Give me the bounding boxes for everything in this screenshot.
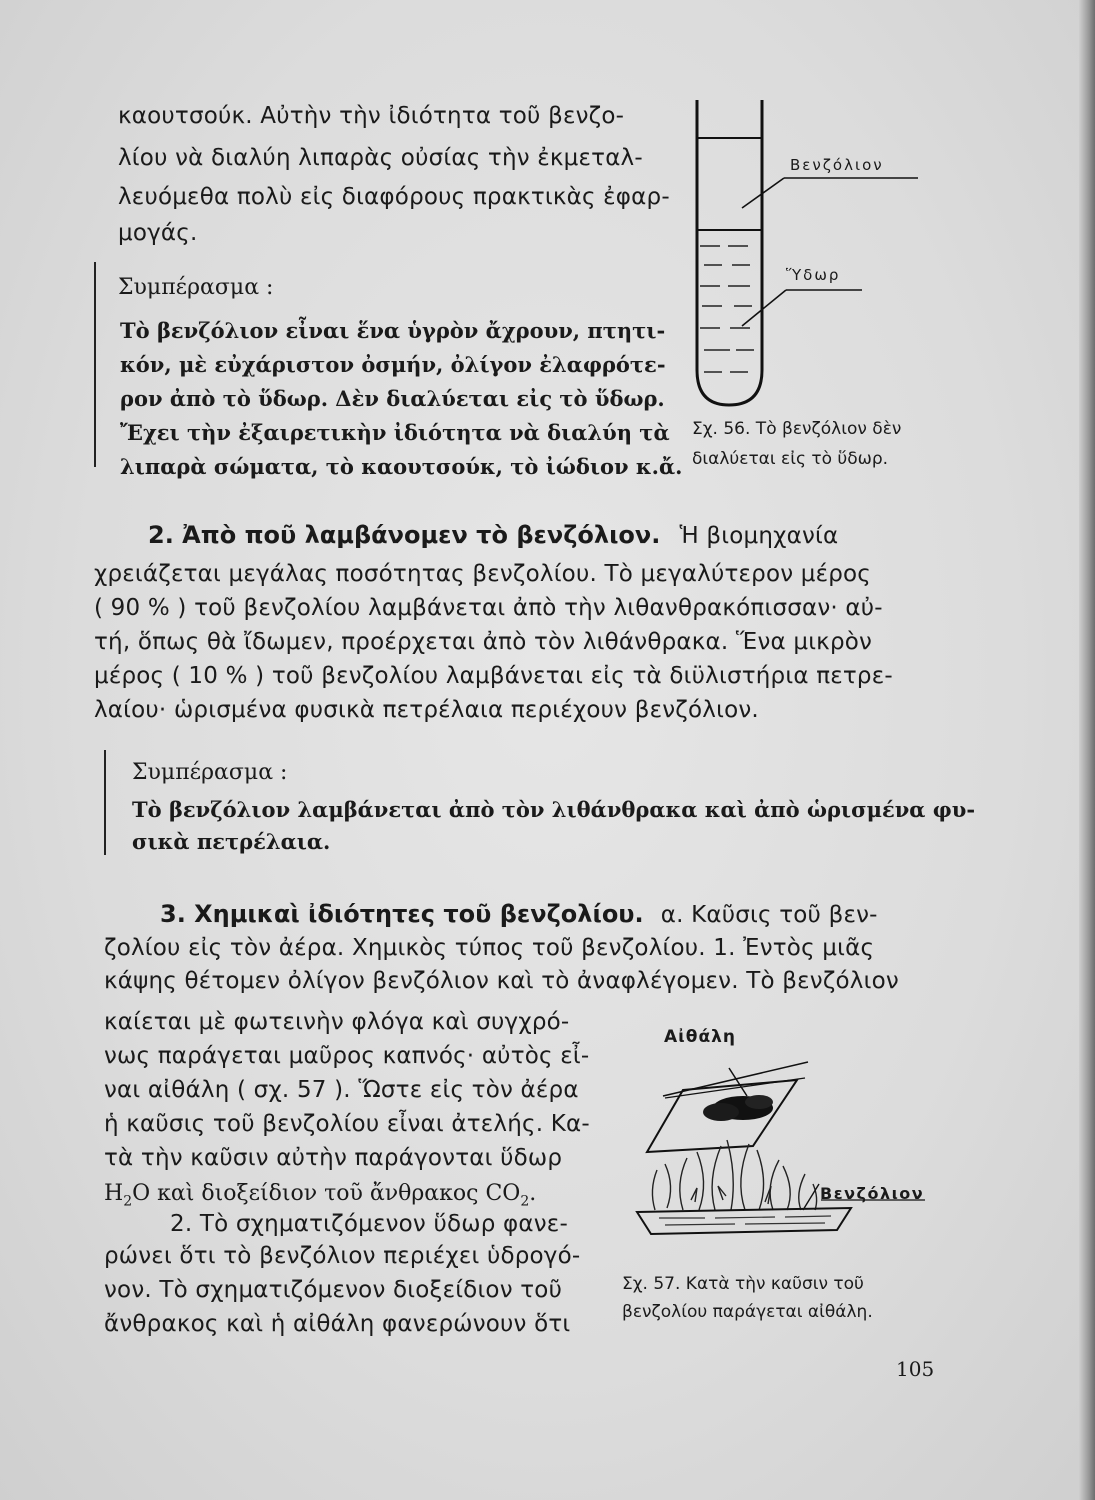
formula-line (104, 1181, 536, 1209)
text-line: κάψης θέτομεν ὀλίγον βενζόλιον καὶ τὸ ἀναφλέγομεν. Τὸ βενζόλιον (104, 968, 899, 994)
text-line: ἄνθρακος καὶ ἡ αἰθάλη φανερώνουν ὅτι (104, 1311, 571, 1337)
conclusion-margin-bar (94, 262, 96, 467)
section2-first-line (148, 521, 838, 549)
formula-h: H (104, 1181, 124, 1206)
text-line: λαίου· ὡρισμένα φυσικὰ πετρέλαια περιέχουν βενζόλιον. (94, 697, 759, 723)
formula-sub: 2 (520, 1193, 530, 1210)
text-line: μέρος ( 10 % ) τοῦ βενζολίου λαμβάνεται εἰς τὰ διϋλιστήρια πετρε- (94, 663, 893, 689)
conclusion-line: Τὸ βενζόλιον λαμβάνεται ἀπὸ τὸν λιθάνθρακα καὶ ἀπὸ ὡρισμένα φυ- (132, 797, 976, 822)
section3-first-line (160, 900, 878, 928)
text-line: τὰ τὴν καῦσιν αὐτὴν παράγονται ὕδωρ (104, 1145, 563, 1171)
conclusion-line: ρον ἀπὸ τὸ ὕδωρ. Δὲν διαλύεται εἰς τὸ ὕδωρ. (120, 386, 665, 411)
section2-heading: 2. Ἀπὸ ποῦ λαμβάνομεν τὸ βενζόλιον. (148, 521, 661, 549)
text-line: λίου νὰ διαλύη λιπαρὰς οὐσίας τὴν ἐκμεταλ- (118, 145, 643, 171)
conclusion-title: Συμπέρασμα : (132, 760, 288, 785)
text-line: ( 90 % ) τοῦ βενζολίου λαμβάνεται ἀπὸ τὴν λιθανθρακόπισσαν· αὐ- (94, 595, 883, 621)
text-line: καίεται μὲ φωτεινὴν φλόγα καὶ συγχρό- (104, 1009, 570, 1035)
conclusion-line: κόν, μὲ εὐχάριστον ὀσμήν, ὀλίγον ἐλαφρότε- (120, 352, 666, 377)
text-line: τή, ὅπως θὰ ἴδωμεν, προέρχεται ἀπὸ τὸν λιθάνθρακα. Ἕνα μικρὸν (94, 629, 873, 655)
conclusion-title: Συμπέρασμα : (118, 275, 274, 300)
formula-text: O καὶ διοξείδιον τοῦ ἄνθρακος CO (132, 1181, 521, 1206)
fig56-caption: Σχ. 56. Τὸ βενζόλιον δὲν (692, 419, 902, 439)
section3-heading: 3. Χημικαὶ ἰδιότητες τοῦ βενζολίου. (160, 900, 644, 928)
conclusion-line: λιπαρὰ σώματα, τὸ καουτσούκ, τὸ ἰώδιον κ.ἄ. (120, 454, 683, 479)
fig57-label-benzene: Βενζόλιον (820, 1184, 925, 1203)
conclusion-line: Τὸ βενζόλιον εἶναι ἕνα ὑγρὸν ἄχρουν, πτητι- (120, 318, 666, 343)
section3-text: α. Καῦσις τοῦ βεν- (660, 902, 878, 928)
text-line: καουτσούκ. Αὐτὴν τὴν ἰδιότητα τοῦ βενζο- (118, 103, 625, 129)
fig56-label-benzene: Βενζόλιον (790, 156, 884, 174)
fig56-test-tube (690, 100, 930, 420)
formula-end: . (529, 1181, 537, 1206)
text-line: 2. Τὸ σχηματιζόμενον ὕδωρ φανε- (170, 1211, 568, 1237)
fig56-label-water: Ὕδωρ (786, 266, 841, 284)
text-line: χρειάζεται μεγάλας ποσότητας βενζολίου. Τὸ μεγαλύτερον μέρος (94, 561, 872, 587)
text-line: ρώνει ὅτι τὸ βενζόλιον περιέχει ὑδρογό- (104, 1243, 581, 1269)
text-line: ναι αἰθάλη ( σχ. 57 ). Ὥστε εἰς τὸν ἀέρα (104, 1077, 579, 1103)
page-edge-shadow (1079, 0, 1095, 1500)
text-line: νως παράγεται μαῦρος καπνός· αὐτὸς εἶ- (104, 1043, 590, 1069)
fig57-label-soot: Αἰθάλη (664, 1027, 736, 1047)
text-line: μογάς. (118, 220, 198, 246)
page-number: 105 (896, 1357, 935, 1381)
fig56-caption: διαλύεται εἰς τὸ ὕδωρ. (692, 449, 889, 469)
text-line: ζολίου εἰς τὸν ἀέρα. Χημικὸς τύπος τοῦ βενζολίου. 1. Ἐντὸς μιᾶς (104, 935, 875, 961)
fig57-burning-benzene (625, 1050, 925, 1275)
text-line: λευόμεθα πολὺ εἰς διαφόρους πρακτικὰς ἐφαρ- (118, 184, 670, 210)
conclusion-line: σικὰ πετρέλαια. (132, 829, 331, 854)
section2-text: Ἡ βιομηχανία (679, 523, 839, 549)
text-line: ἡ καῦσις τοῦ βενζολίου εἶναι ἀτελής. Κα- (104, 1111, 590, 1137)
fig57-caption: Σχ. 57. Κατὰ τὴν καῦσιν τοῦ (622, 1274, 864, 1294)
formula-sub: 2 (123, 1193, 133, 1210)
conclusion-line: Ἔχει τὴν ἐξαιρετικὴν ἰδιότητα νὰ διαλύη τὰ (120, 420, 670, 445)
conclusion-margin-bar (104, 750, 106, 855)
text-line: νον. Τὸ σχηματιζόμενον διοξείδιον τοῦ (104, 1277, 563, 1303)
fig57-caption: βενζολίου παράγεται αἰθάλη. (622, 1302, 873, 1322)
